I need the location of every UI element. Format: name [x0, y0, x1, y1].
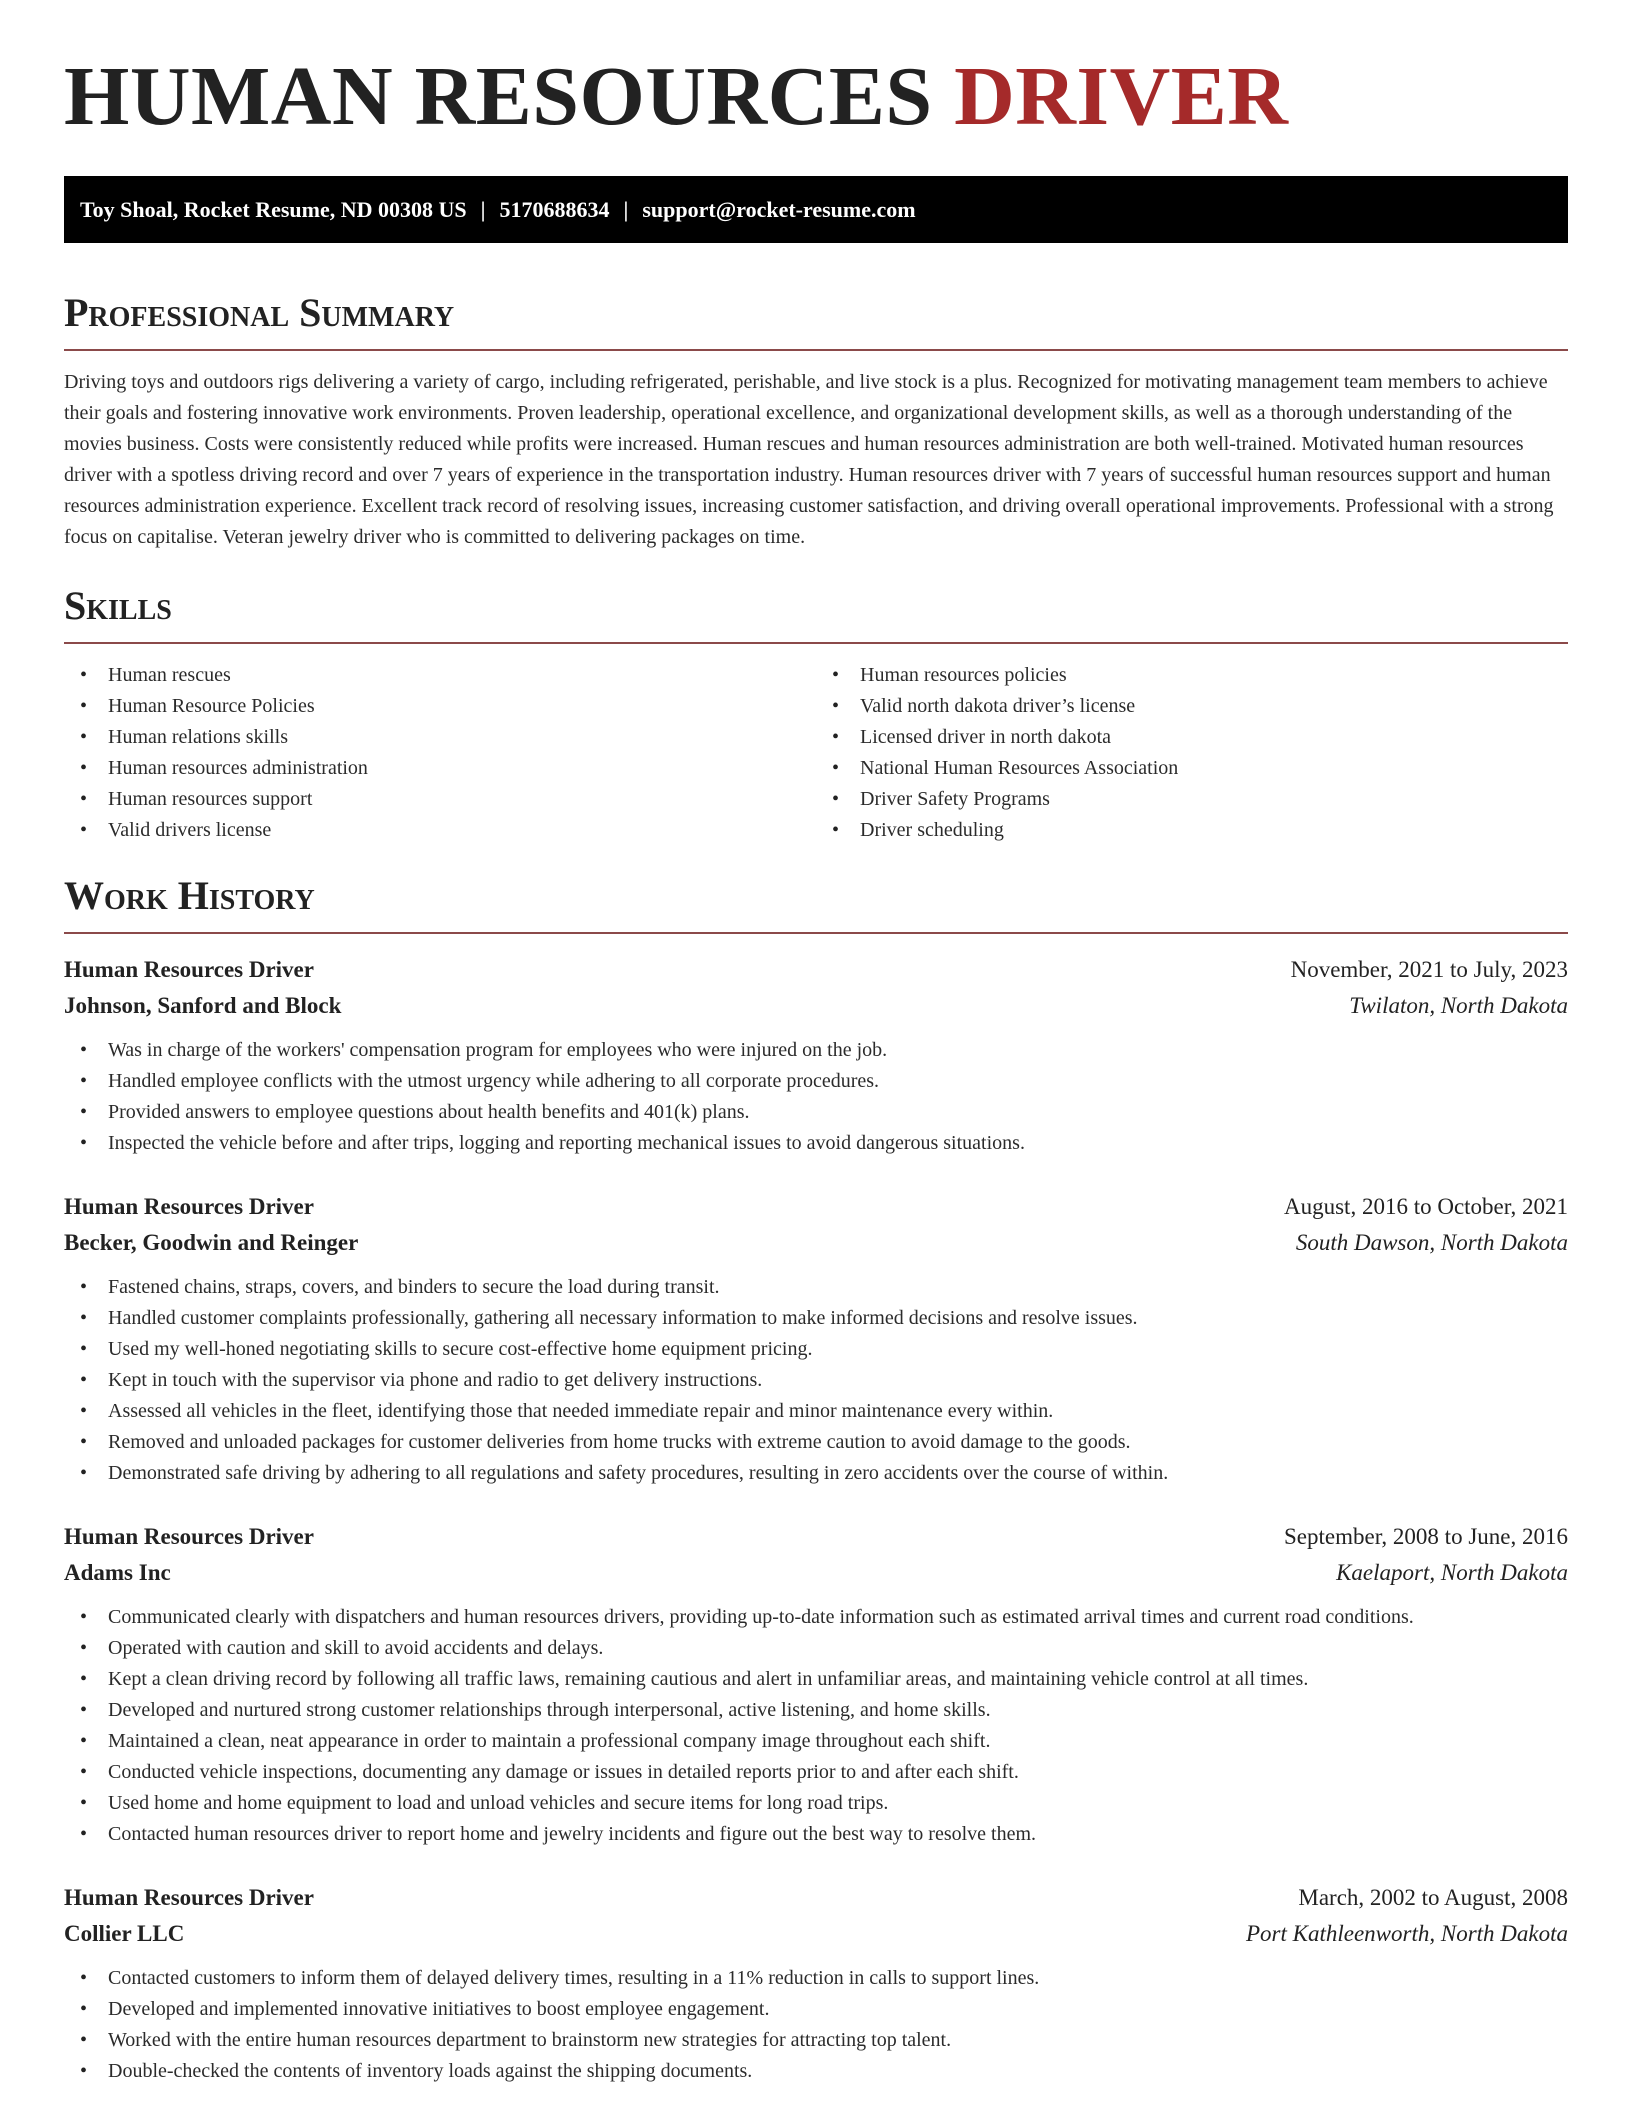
- skill-item: • National Human Resources Association: [816, 753, 1568, 784]
- skill-item: • Human resources policies: [816, 660, 1568, 691]
- summary-text: Driving toys and outdoors rigs delivering a variety of cargo, including refrigerated, perishable, and live stock is a plus. Recognized for motivating management team members to achieve their goals and fostering innovative work environments. Proven leadership, operational excellence, and organizational development skills, as well as a thorough understanding of the movies business. Costs were consistently reduced while profits were increased. Human rescues and human resources administration are both well-trained. Motivated human resources driver with a spotless driving record and over 7 years of experience in the transportation industry. Human resources driver with 7 years of successful human resources support and human resources administration experience. Excellent track record of resolving issues, increasing customer satisfaction, and driving overall operational improvements. Professional with a strong focus on capitalise. Veteran jewelry driver who is committed to delivering packages on time.: [64, 371, 1554, 548]
- job-duty: • Double-checked the contents of inventory loads against the shipping documents.: [64, 2056, 1568, 2087]
- contact-bar: [64, 176, 1568, 243]
- contact-separator: |: [623, 197, 629, 222]
- job-company: Becker, Goodwin and Reinger: [64, 1230, 359, 1255]
- job-duty: • Developed and nurtured strong customer relationships through interpersonal, active listening, and home skills.: [64, 1695, 1568, 1726]
- skill-item: • Human resources administration: [64, 753, 816, 784]
- skill-item: • Licensed driver in north dakota: [816, 722, 1568, 753]
- section-divider: [64, 349, 1568, 351]
- job-entry: [64, 1189, 1568, 1489]
- job-duty: • Operated with caution and skill to avoid accidents and delays.: [64, 1633, 1568, 1664]
- job-duty: • Inspected the vehicle before and after trips, logging and reporting mechanical issues to avoid dangerous situations.: [64, 1128, 1568, 1159]
- contact-phone: 5170688634: [499, 197, 610, 222]
- job-entry: [64, 1880, 1568, 2087]
- section-divider: [64, 932, 1568, 934]
- skills-columns: [64, 660, 1568, 846]
- section-divider: [64, 642, 1568, 644]
- job-dates: August, 2016 to October, 2021: [1284, 1194, 1568, 1219]
- job-company-row: [64, 1555, 1568, 1591]
- job-company: Adams Inc: [64, 1560, 171, 1585]
- contact-address: Toy Shoal, Rocket Resume, ND 00308 US: [80, 197, 467, 222]
- job-header-row: [64, 1880, 1568, 1916]
- job-duty: • Demonstrated safe driving by adhering to all regulations and safety procedures, resulting in zero accidents over the course of within.: [64, 1458, 1568, 1489]
- job-header-row: [64, 1189, 1568, 1225]
- job-duty: • Used home and home equipment to load and unload vehicles and secure items for long road trips.: [64, 1788, 1568, 1819]
- skill-item: • Driver scheduling: [816, 815, 1568, 846]
- job-duty: • Fastened chains, straps, covers, and binders to secure the load during transit.: [64, 1272, 1568, 1303]
- skill-item: • Driver Safety Programs: [816, 784, 1568, 815]
- job-duty: • Communicated clearly with dispatchers and human resources drivers, providing up-to-date information such as estimated arrival times and current road conditions.: [64, 1602, 1568, 1633]
- contact-separator: |: [480, 197, 486, 222]
- job-duty: • Kept in touch with the supervisor via phone and radio to get delivery instructions.: [64, 1365, 1568, 1396]
- job-duty: • Provided answers to employee questions about health benefits and 401(k) plans.: [64, 1097, 1568, 1128]
- job-duties: [64, 1272, 1568, 1489]
- job-duty: • Maintained a clean, neat appearance in order to maintain a professional company image throughout each shift.: [64, 1726, 1568, 1757]
- title-accent: DRIVER: [954, 50, 1289, 143]
- job-location: Kaelaport, North Dakota: [1336, 1560, 1568, 1585]
- job-duty: • Conducted vehicle inspections, documenting any damage or issues in detailed reports prior to and after each shift.: [64, 1757, 1568, 1788]
- job-duty: • Removed and unloaded packages for customer deliveries from home trucks with extreme caution to avoid damage to the goods.: [64, 1427, 1568, 1458]
- job-company-row: [64, 1916, 1568, 1952]
- job-header-row: [64, 952, 1568, 988]
- contact-email[interactable]: support@rocket-resume.com: [642, 197, 916, 222]
- title-main: HUMAN RESOURCES: [64, 50, 933, 143]
- job-company: Johnson, Sanford and Block: [64, 993, 342, 1018]
- job-location: Twilaton, North Dakota: [1349, 993, 1568, 1018]
- skill-item: • Human rescues: [64, 660, 816, 691]
- job-dates: November, 2021 to July, 2023: [1290, 957, 1568, 982]
- job-duty: • Assessed all vehicles in the fleet, identifying those that needed immediate repair and minor maintenance every within.: [64, 1396, 1568, 1427]
- job-duties: [64, 1602, 1568, 1850]
- job-duty: • Handled customer complaints professionally, gathering all necessary information to make informed decisions and resolve issues.: [64, 1303, 1568, 1334]
- job-duty: • Worked with the entire human resources department to brainstorm new strategies for attracting top talent.: [64, 2025, 1568, 2056]
- job-duty: • Contacted customers to inform them of delayed delivery times, resulting in a 11% reduction in calls to support lines.: [64, 1963, 1568, 1994]
- skills-list-right: [816, 660, 1568, 846]
- job-duty: • Used my well-honed negotiating skills to secure cost-effective home equipment pricing.: [64, 1334, 1568, 1365]
- skill-item: • Human relations skills: [64, 722, 816, 753]
- job-title: Human Resources Driver: [64, 1194, 314, 1219]
- skills-heading: Skills: [64, 583, 172, 628]
- job-title: Human Resources Driver: [64, 1885, 314, 1910]
- job-entry: [64, 1519, 1568, 1850]
- job-title: Human Resources Driver: [64, 1524, 314, 1549]
- job-duty: • Kept a clean driving record by following all traffic laws, remaining cautious and alert in unfamiliar areas, and maintaining vehicle control at all times.: [64, 1664, 1568, 1695]
- job-company-row: [64, 988, 1568, 1024]
- job-dates: March, 2002 to August, 2008: [1298, 1885, 1568, 1910]
- job-duty: • Developed and implemented innovative initiatives to boost employee engagement.: [64, 1994, 1568, 2025]
- job-dates: September, 2008 to June, 2016: [1284, 1524, 1568, 1549]
- job-duty: • Handled employee conflicts with the utmost urgency while adhering to all corporate procedures.: [64, 1066, 1568, 1097]
- skill-item: • Human Resource Policies: [64, 691, 816, 722]
- skills-list-left: [64, 660, 816, 846]
- job-duties: [64, 1963, 1568, 2087]
- job-title: Human Resources Driver: [64, 957, 314, 982]
- job-duty: • Was in charge of the workers' compensation program for employees who were injured on the job.: [64, 1035, 1568, 1066]
- job-header-row: [64, 1519, 1568, 1555]
- summary-heading: Professional Summary: [64, 290, 455, 335]
- job-company-row: [64, 1225, 1568, 1261]
- skill-item: • Valid north dakota driver’s license: [816, 691, 1568, 722]
- resume-title: [64, 0, 1568, 143]
- job-entry: [64, 952, 1568, 1159]
- skill-item: • Human resources support: [64, 784, 816, 815]
- job-location: Port Kathleenworth, North Dakota: [1246, 1921, 1568, 1946]
- job-duties: [64, 1035, 1568, 1159]
- job-duty: • Contacted human resources driver to report home and jewelry incidents and figure out the best way to resolve them.: [64, 1819, 1568, 1850]
- job-company: Collier LLC: [64, 1921, 185, 1946]
- skill-item: • Valid drivers license: [64, 815, 816, 846]
- work-history-heading: Work History: [64, 873, 315, 918]
- job-location: South Dawson, North Dakota: [1295, 1230, 1568, 1255]
